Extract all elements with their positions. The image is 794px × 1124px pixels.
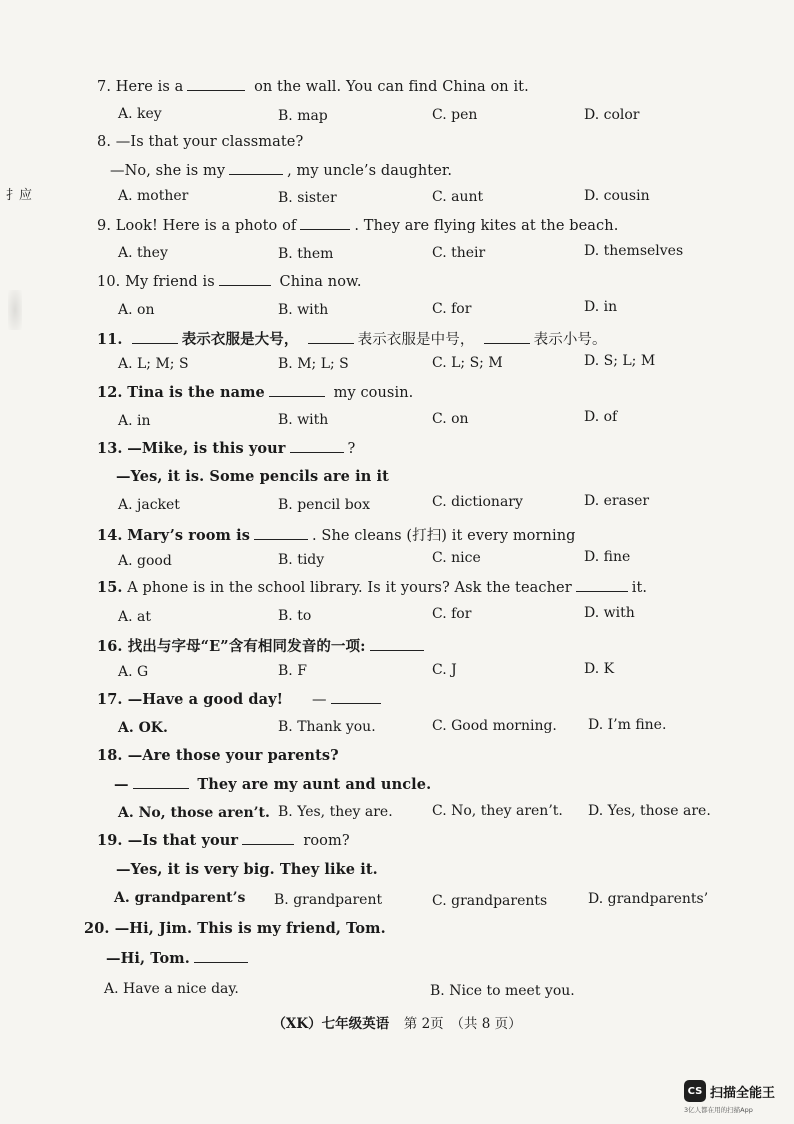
- option-b: B. with: [278, 302, 329, 318]
- option-c: C. grandparents: [432, 893, 548, 909]
- page-footer: （XK）七年级英语 第 2页 （共 8 页）: [272, 1016, 522, 1032]
- option-b: B. Nice to meet you.: [430, 983, 575, 999]
- option-b: B. them: [278, 246, 334, 262]
- option-a: A. OK.: [118, 720, 168, 736]
- option-a: A. mother: [118, 188, 189, 204]
- option-b: B. M; L; S: [278, 356, 349, 372]
- option-d: D. eraser: [584, 493, 650, 509]
- answer-blank: [219, 273, 271, 286]
- answer-blank: [576, 579, 628, 592]
- question-14: 14. Mary’s room is . She cleans (打扫) it every morning: [97, 527, 576, 544]
- option-c: C. J: [432, 662, 457, 678]
- option-a: A. Have a nice day.: [104, 981, 239, 997]
- option-c: C. aunt: [432, 189, 484, 205]
- option-b: B. sister: [278, 190, 337, 206]
- option-c: C. dictionary: [432, 494, 523, 510]
- question-13: 13. —Mike, is this your ?: [97, 440, 356, 457]
- scanner-watermark: [684, 1080, 788, 1116]
- side-margin-note: 扌应: [6, 188, 33, 203]
- question-12: 12. Tina is the name my cousin.: [97, 384, 414, 401]
- option-b: B. to: [278, 608, 312, 624]
- option-a: A. in: [118, 413, 151, 429]
- option-a: A. key: [118, 106, 162, 122]
- option-a: A. No, those aren’t.: [118, 805, 270, 821]
- option-d: D. color: [584, 107, 640, 123]
- option-c: C. nice: [432, 550, 481, 566]
- option-b: B. grandparent: [274, 892, 383, 908]
- option-d: D. with: [584, 605, 635, 621]
- question-10: 10. My friend is China now.: [97, 274, 362, 290]
- option-a: A. G: [118, 664, 149, 680]
- option-d: D. themselves: [584, 243, 684, 259]
- scanner-app-name: 扫描全能王: [710, 1086, 776, 1101]
- question-15: 15. A phone is in the school library. Is it yours? Ask the teacher it.: [97, 579, 648, 596]
- option-c: C. their: [432, 245, 486, 261]
- question-9: 9. Look! Here is a photo of . They are flying kites at the beach.: [97, 218, 619, 234]
- question-20: 20. —Hi, Jim. This is my friend, Tom.: [84, 920, 386, 937]
- question-19: 19. —Is that your room?: [97, 832, 350, 849]
- option-d: D. fine: [584, 549, 631, 565]
- option-b: B. Thank you.: [278, 719, 376, 735]
- question-19-reply: —Yes, it is very big. They like it.: [116, 861, 378, 878]
- option-a: A. they: [118, 245, 168, 261]
- question-11: 11. 表示衣服是大号， 表示衣服是中号， 表示小号。: [97, 331, 607, 348]
- option-d: D. of: [584, 409, 618, 425]
- option-a: A. at: [118, 609, 151, 625]
- option-c: C. on: [432, 411, 469, 427]
- option-a: A. on: [118, 302, 155, 318]
- answer-blank: [229, 162, 283, 175]
- answer-blank: [133, 776, 189, 789]
- option-c: C. pen: [432, 107, 478, 123]
- answer-blank: [269, 384, 325, 397]
- answer-blank: [187, 78, 245, 91]
- question-17: 17. —Have a good day!: [97, 691, 284, 708]
- option-a: A. grandparent’s: [114, 890, 246, 906]
- answer-blank: [254, 527, 308, 540]
- question-8-reply: —No, she is my , my uncle’s daughter.: [110, 163, 453, 179]
- question-20-reply: —Hi, Tom.: [106, 950, 252, 967]
- answer-blank: [132, 331, 178, 344]
- option-c: C. for: [432, 301, 472, 317]
- answer-blank: [290, 440, 344, 453]
- question-17-reply: —: [312, 691, 385, 708]
- option-d: D. I’m fine.: [588, 717, 667, 733]
- answer-blank: [331, 691, 381, 704]
- answer-blank: [308, 331, 354, 344]
- option-d: D. S; L; M: [584, 353, 656, 369]
- question-7: 7. Here is a on the wall. You can find China on it.: [97, 79, 529, 95]
- option-a: A. L; M; S: [118, 356, 189, 372]
- camscanner-logo-icon: CS: [684, 1080, 706, 1102]
- question-18: 18. —Are those your parents?: [97, 747, 339, 764]
- answer-blank: [300, 217, 350, 230]
- option-b: B. map: [278, 108, 328, 124]
- option-c: C. Good morning.: [432, 718, 557, 734]
- option-a: A. jacket: [118, 497, 180, 513]
- option-b: B. F: [278, 663, 307, 679]
- scanner-tagline: 3亿人都在用的扫描App: [684, 1106, 753, 1114]
- question-8: 8. —Is that your classmate?: [97, 134, 304, 150]
- question-18-reply: — They are my aunt and uncle.: [114, 776, 432, 793]
- answer-blank: [484, 331, 530, 344]
- option-a: A. good: [118, 553, 172, 569]
- question-16: 16. 找出与字母“E”含有相同发音的一项:: [97, 635, 428, 656]
- option-b: B. pencil box: [278, 497, 370, 513]
- question-13-reply: —Yes, it is. Some pencils are in it: [116, 468, 389, 485]
- option-b: B. with: [278, 412, 329, 428]
- scan-smudge: [8, 290, 22, 330]
- option-d: D. cousin: [584, 188, 650, 204]
- option-b: B. tidy: [278, 552, 325, 568]
- answer-blank: [370, 638, 424, 651]
- option-c: C. for: [432, 606, 472, 622]
- option-b: B. Yes, they are.: [278, 804, 393, 820]
- option-d: D. K: [584, 661, 615, 677]
- option-d: D. grandparents’: [588, 891, 709, 907]
- option-d: D. in: [584, 299, 618, 315]
- option-c: C. L; S; M: [432, 355, 503, 371]
- answer-blank: [194, 950, 248, 963]
- option-c: C. No, they aren’t.: [432, 803, 563, 819]
- page-number: 第 2页 （共 8 页）: [403, 1016, 522, 1032]
- option-d: D. Yes, those are.: [588, 803, 711, 819]
- answer-blank: [242, 832, 294, 845]
